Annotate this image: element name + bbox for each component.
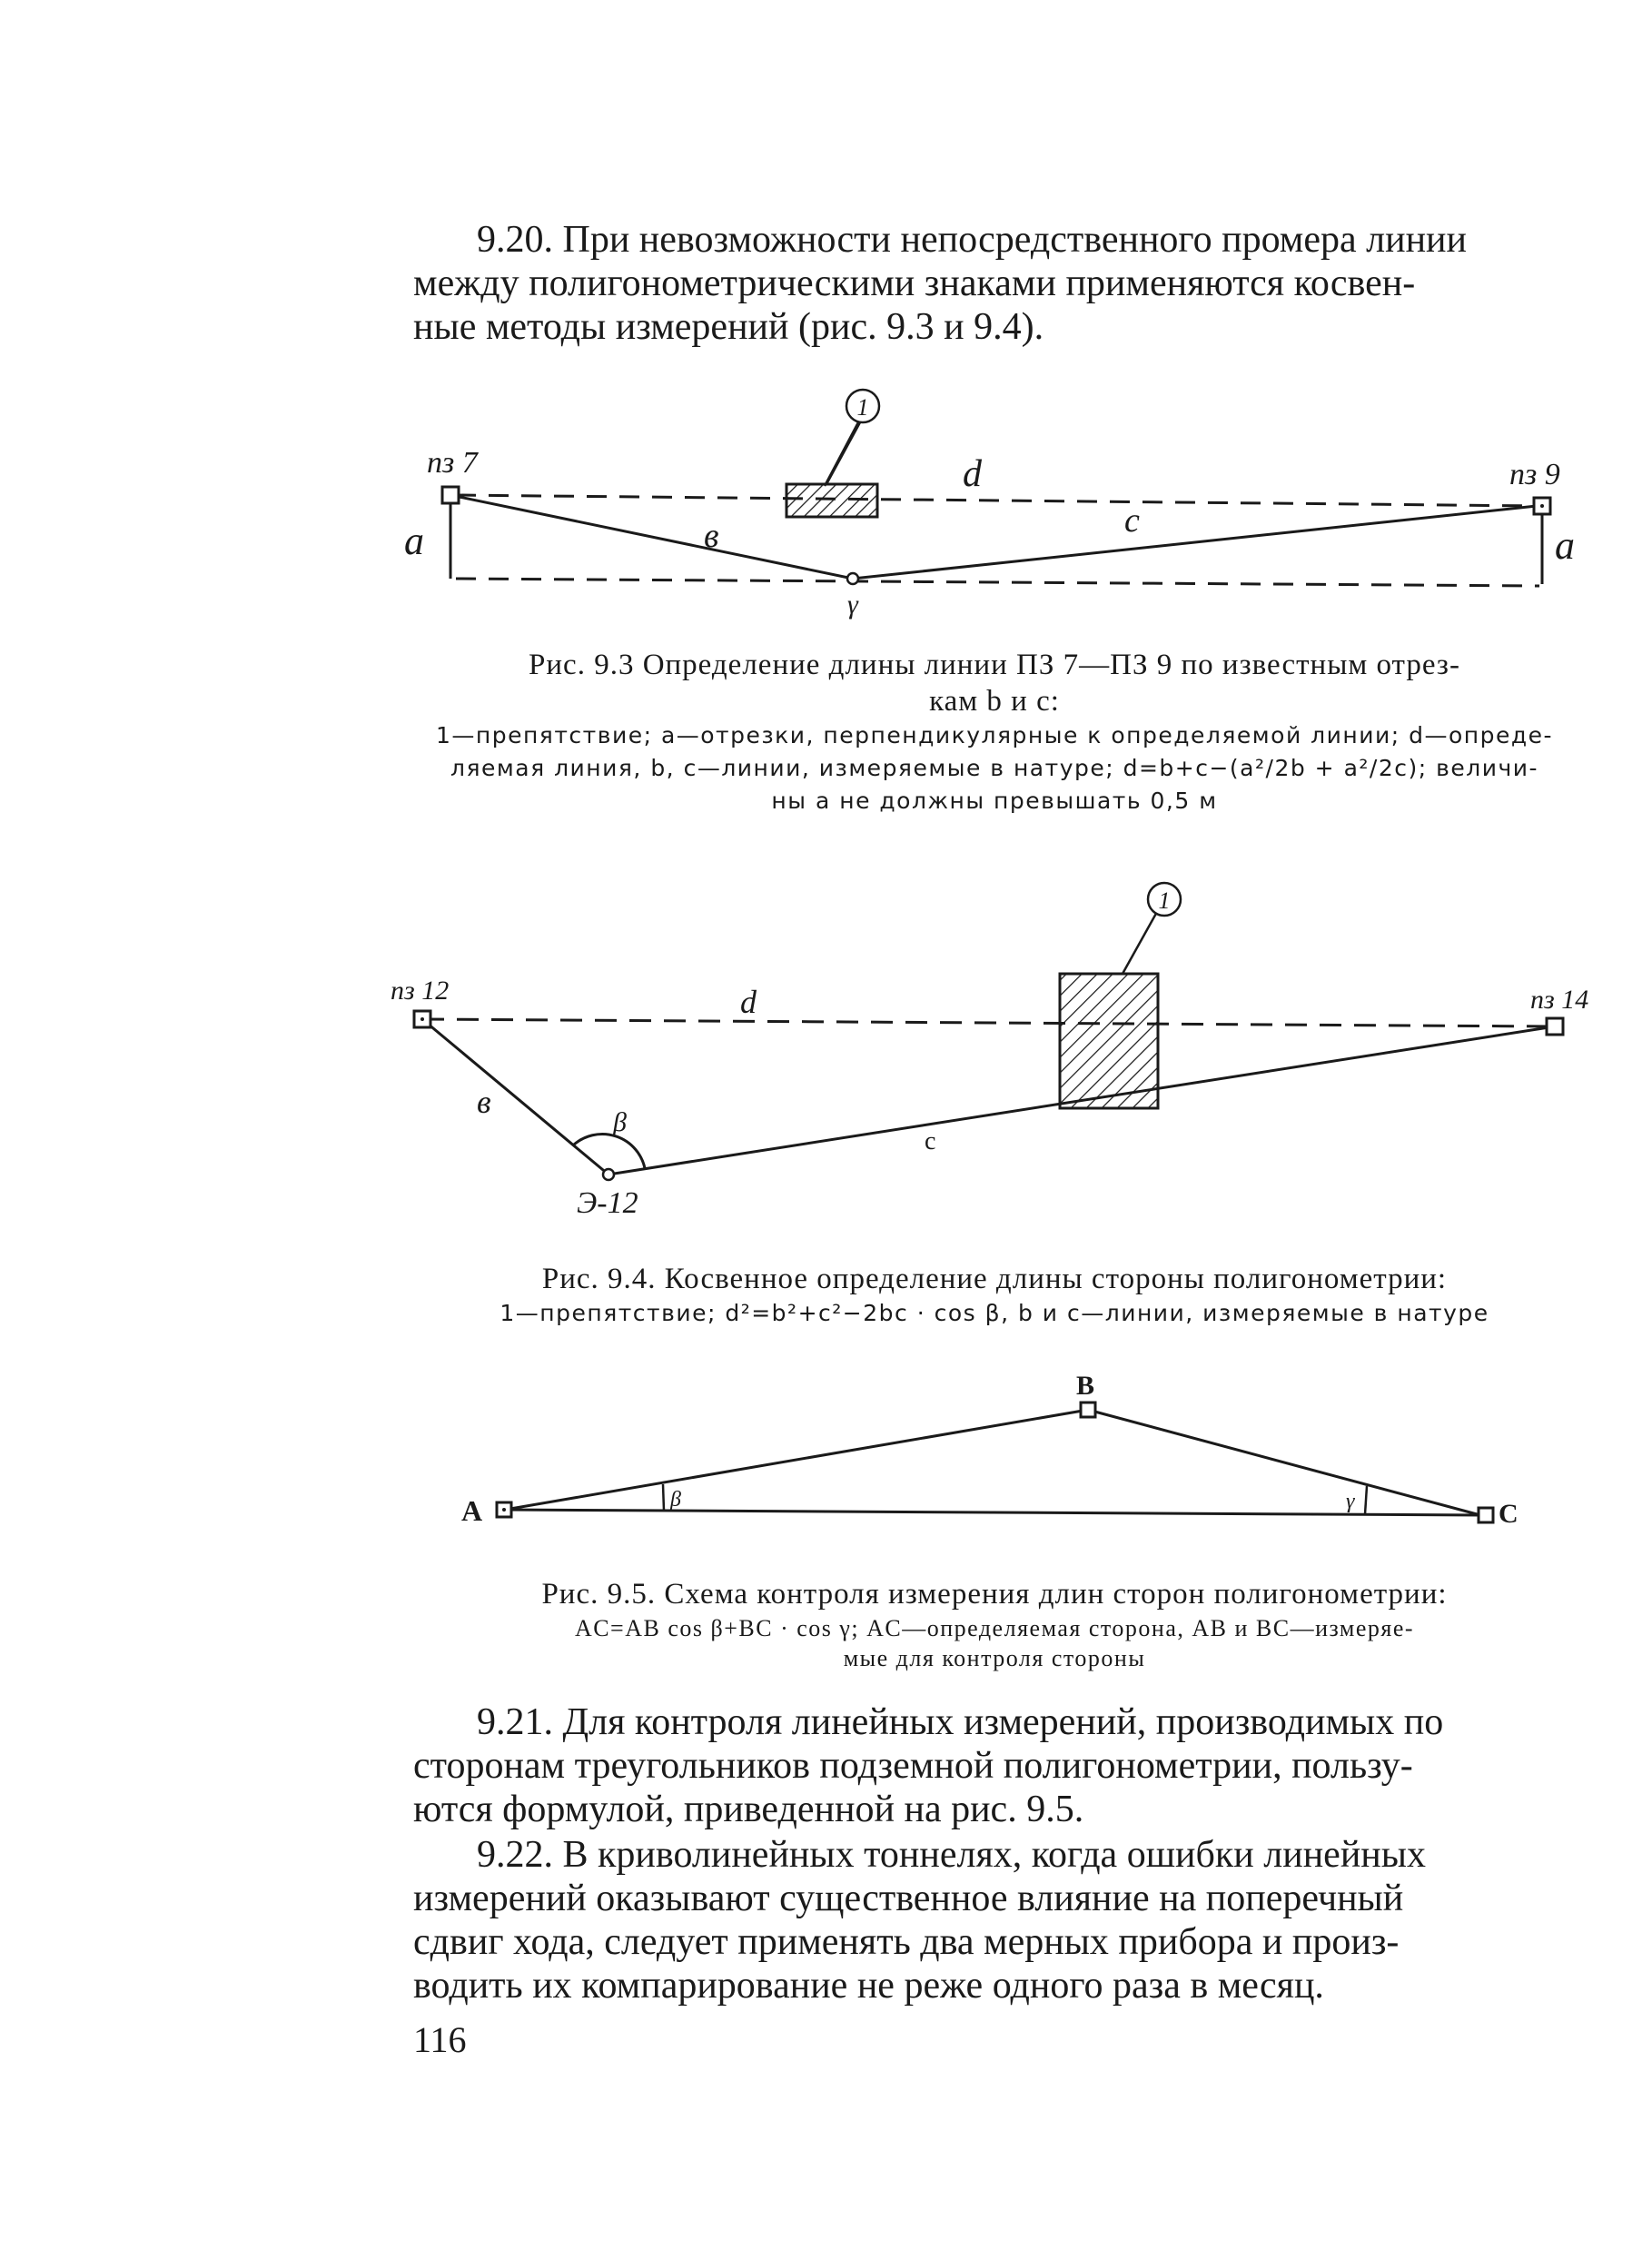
label-left-point: пз 12 <box>391 976 450 1006</box>
station-marker <box>1547 1018 1563 1035</box>
label-angle-beta: β <box>670 1488 681 1512</box>
figure-9-4 <box>381 872 1598 1217</box>
caption-title: Рис. 9.3 Определение длины линии ПЗ 7—ПЗ 9 по известным отрез- <box>529 649 1460 681</box>
label-point-a: А <box>461 1494 483 1527</box>
caption-body: ны а не должны превышать 0,5 м <box>771 788 1218 814</box>
label-point-b: В <box>1076 1371 1095 1401</box>
paragraph-9-20 <box>413 218 1580 349</box>
label-left-point: пз 7 <box>427 446 478 480</box>
page-number: 116 <box>413 2019 467 2060</box>
label-point-c: С <box>1499 1499 1518 1529</box>
text-line: сдвиг хода, следует применять два мерных прибора и произ- <box>413 1921 1400 1963</box>
obstacle <box>1060 974 1158 1108</box>
text-line: сторонам треугольников подземной полигонометрии, пользу- <box>413 1745 1413 1787</box>
vertex-marker <box>847 573 858 584</box>
caption-fig-9-5 <box>427 1576 1562 1672</box>
vertex-marker <box>603 1169 614 1180</box>
label-right-point: пз 9 <box>1509 458 1560 491</box>
text-line: водить их компарирование не реже одного раза в месяц. <box>413 1965 1324 2007</box>
caption-body: 1—препятствие; а—отрезки, перпендикулярные к определяемой линии; d—опреде- <box>435 722 1554 748</box>
label-vertex: Э-12 <box>577 1186 638 1217</box>
label-line-c: с <box>1124 501 1140 540</box>
label-line-c: с <box>925 1127 936 1155</box>
label-right-point: пз 14 <box>1530 985 1589 1015</box>
paragraph-9-21 <box>413 1700 1580 1831</box>
text-line: 9.22. В криволинейных тоннелях, когда ошибки линейных <box>477 1834 1426 1876</box>
label-line-d: d <box>963 453 982 495</box>
text-line: между полигонометрическими знаками применяются косвен- <box>413 263 1416 304</box>
obstacle <box>786 484 877 517</box>
caption-fig-9-3 <box>427 647 1562 818</box>
label-line-b: в <box>477 1084 491 1120</box>
caption-body: 1—препятствие; d²=b²+c²−2bc · cos β, b и с—линии, измеряемые в натуре <box>500 1300 1489 1326</box>
label-angle-gamma: γ <box>1346 1490 1355 1513</box>
figure-9-5 <box>445 1363 1535 1544</box>
figure-9-3 <box>391 377 1598 622</box>
text-line: ные методы измерений (рис. 9.3 и 9.4). <box>413 306 1044 348</box>
station-marker <box>1081 1403 1095 1417</box>
obstacle-number: 1 <box>856 394 869 421</box>
caption-body: мые для контроля стороны <box>843 1645 1146 1671</box>
text-line: 9.21. Для контроля линейных измерений, производимых по <box>477 1701 1444 1743</box>
label-angle-beta: β <box>613 1107 627 1137</box>
caption-title: Рис. 9.4. Косвенное определение длины стороны полигонометрии: <box>541 1263 1448 1295</box>
caption-body: AC=AB cos β+BC · cos γ; AC—определяемая сторона, AB и BC—измеряе- <box>574 1615 1415 1641</box>
label-offset-right: а <box>1555 523 1575 568</box>
caption-title: кам b и с: <box>929 685 1060 718</box>
station-marker <box>442 487 459 503</box>
caption-title: Рис. 9.5. Схема контроля измерения длин сторон полигонометрии: <box>541 1578 1448 1611</box>
obstacle-number: 1 <box>1158 887 1171 914</box>
label-line-d: d <box>740 984 757 1020</box>
label-offset-left: а <box>404 519 424 563</box>
label-line-b: в <box>704 517 719 555</box>
text-line: ются формулой, приведенной на рис. 9.5. <box>413 1789 1084 1830</box>
station-marker <box>1479 1508 1493 1522</box>
text-line: 9.20. При невозможности непосредственного промера линии <box>477 219 1468 261</box>
label-vertex: γ <box>847 590 858 620</box>
paragraph-9-22 <box>413 1833 1580 2007</box>
text-line: измерений оказывают существенное влияние на поперечный <box>413 1878 1404 1919</box>
caption-body: ляемая линия, b, с—линии, измеряемые в натуре; d=b+c−(a²/2b + a²/2c); величи- <box>450 755 1538 781</box>
caption-fig-9-4 <box>427 1261 1562 1330</box>
